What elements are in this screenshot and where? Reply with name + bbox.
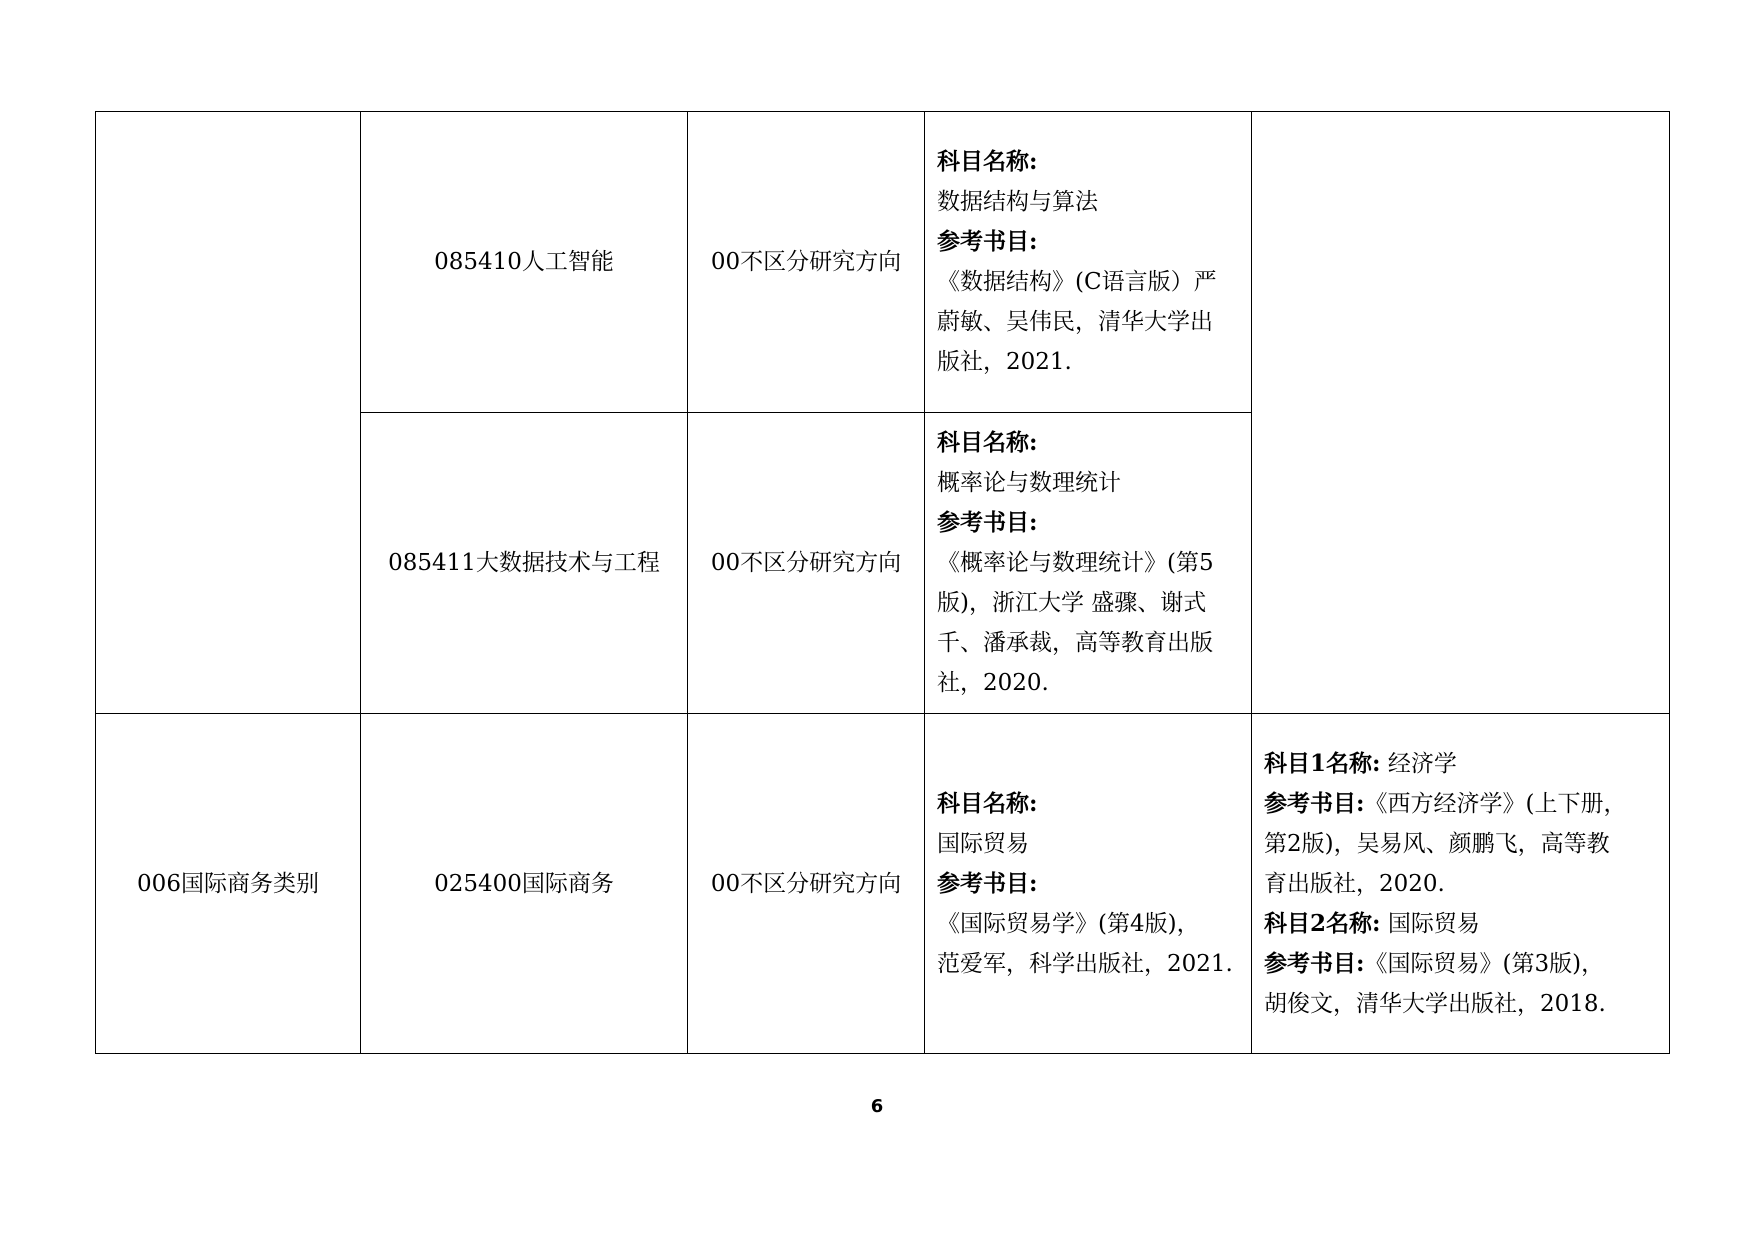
second-subject-1 [1264,744,1657,784]
reference-line: 《概率论与数理统计》(第5 [937,550,1214,576]
reference-label: 参考书目: [937,869,1038,897]
subject-cell [925,714,1252,1054]
reference-line: 版)，浙江大学 盛骤、谢式 [937,590,1207,616]
subject-cell [925,112,1252,413]
reference-line: 第2版)，吴易风、颜鹏飞，高等教 [1264,830,1610,857]
direction-cell: 00不区分研究方向 [688,112,925,413]
subject-2-label: 科目2名称: [1264,909,1381,937]
category-cell: 006国际商务类别 [96,714,361,1054]
second-subject-2 [1264,904,1657,944]
direction-cell: 00不区分研究方向 [688,413,925,714]
reference-line: 范爱军，科学出版社，2021. [937,950,1233,977]
reference-2-label: 参考书目: [1264,949,1365,977]
subject-name: 国际贸易 [937,830,1029,857]
reference-label: 参考书目: [937,509,1038,536]
subject-label: 科目名称: [937,148,1038,175]
major-cell: 085411大数据技术与工程 [361,413,688,714]
subject-label: 科目名称: [937,789,1038,817]
table-row [96,714,1670,1054]
subject-2-name: 国际贸易 [1387,910,1480,937]
reference-line: 《国际贸易学》(第4版)， [937,910,1200,937]
second-exam-cell-empty [1252,112,1670,714]
major-cell: 025400国际商务 [361,714,688,1054]
reference-line: 《数据结构》(C语言版）严 [937,269,1217,295]
reference-line: 胡俊文，清华大学出版社，2018. [1264,990,1606,1017]
table-row [96,112,1670,413]
reference-line: 社，2020. [937,670,1049,696]
reference-1-first: 《西方经济学》(上下册， [1364,790,1627,817]
subject-name: 数据结构与算法 [937,189,1098,215]
exam-subjects-table [95,111,1670,1054]
subject-1-label: 科目1名称: [1264,749,1381,777]
reference-1-label: 参考书目: [1264,789,1365,817]
reference-line: 育出版社，2020. [1264,870,1445,897]
subject-1-name: 经济学 [1387,750,1457,777]
reference-line: 蔚敏、吴伟民，清华大学出 [937,309,1213,335]
subject-label: 科目名称: [937,429,1038,456]
subject-name: 概率论与数理统计 [937,470,1121,496]
second-reference-1 [1264,784,1657,824]
direction-cell: 00不区分研究方向 [688,714,925,1054]
category-cell-empty [96,112,361,714]
subject-cell [925,413,1252,714]
second-reference-2 [1264,944,1657,984]
major-cell: 085410人工智能 [361,112,688,413]
reference-2-first: 《国际贸易》(第3版)， [1364,950,1605,977]
second-exam-cell [1252,714,1670,1054]
reference-line: 千、潘承裁，高等教育出版 [937,630,1213,656]
reference-label: 参考书目: [937,228,1038,255]
reference-line: 版社，2021. [937,349,1072,375]
page-number: 6 [870,1096,884,1117]
